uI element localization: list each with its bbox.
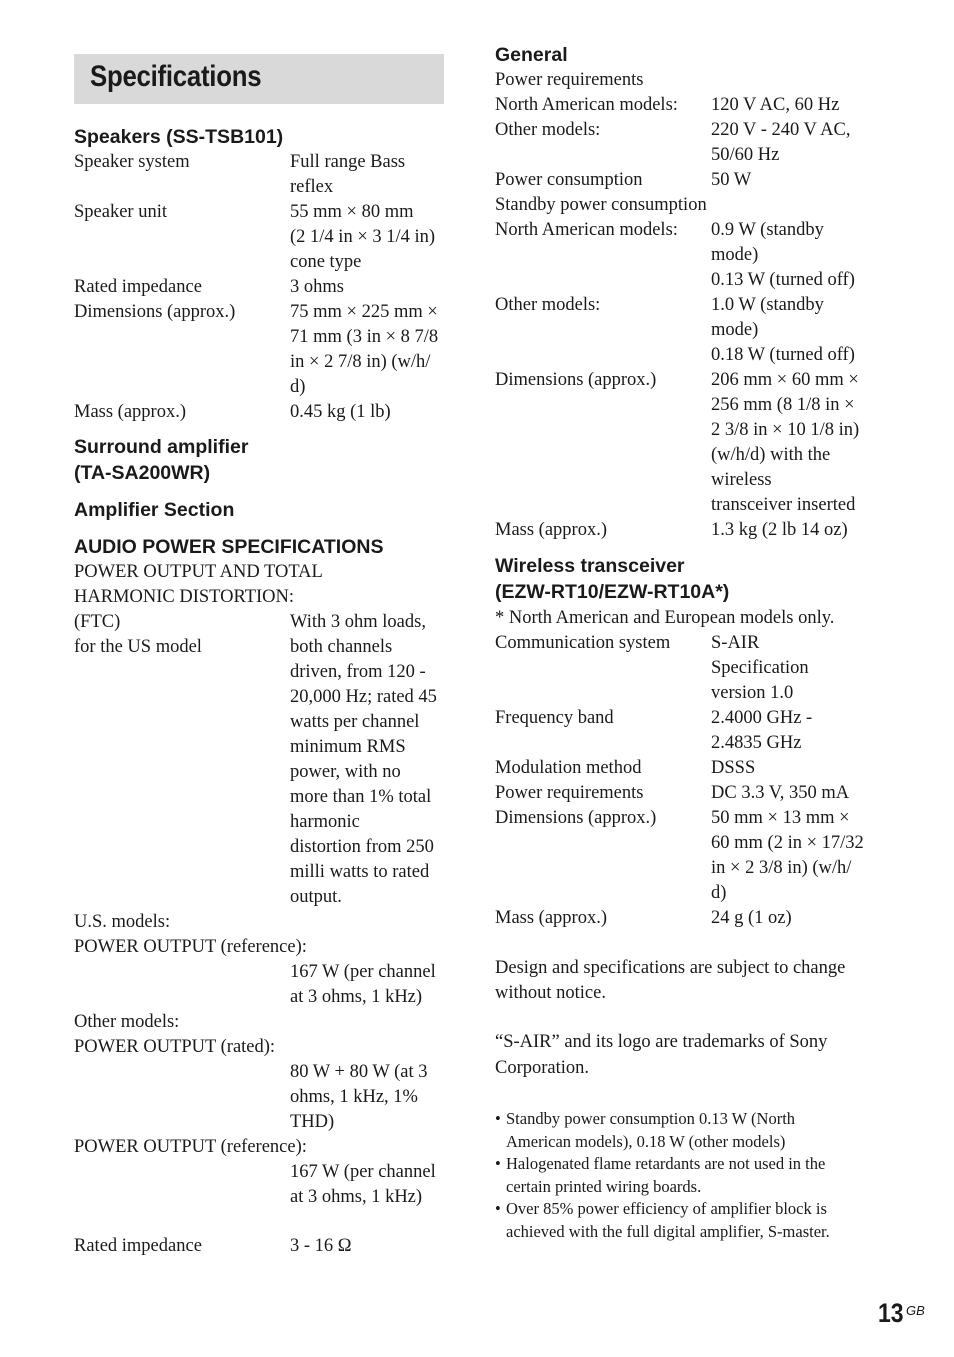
bullet-text: achieved with the full digital amplifier, S-master. <box>506 1222 830 1241</box>
power-rated-value: THD) <box>290 1112 335 1132</box>
power-ref-label: POWER OUTPUT (reference): <box>74 937 307 957</box>
ftc-value: With 3 ohm loads, <box>290 612 426 632</box>
power-ref-label: POWER OUTPUT (reference): <box>74 1137 307 1157</box>
wireless-note: * North American and European models only. <box>495 608 835 628</box>
mass-value: 1.3 kg (2 lb 14 oz) <box>711 520 848 540</box>
spec-value: DSSS <box>711 758 756 778</box>
na-standby-value: 0.13 W (turned off) <box>711 270 855 290</box>
power-ref-value: at 3 ohms, 1 kHz) <box>290 987 423 1007</box>
spec-value: 3 ohms <box>290 277 344 297</box>
ftc-value: more than 1% total <box>290 787 432 807</box>
bullet-text: certain printed wiring boards. <box>506 1177 702 1196</box>
power-rated-label: POWER OUTPUT (rated): <box>74 1037 276 1057</box>
bullet-dot-icon: • <box>495 1109 501 1128</box>
spec-value: d) <box>711 883 727 903</box>
power-rated-value: 80 W + 80 W (at 3 <box>290 1062 428 1082</box>
spec-value: 71 mm (3 in × 8 7/8 <box>290 327 439 347</box>
spec-label: Power requirements <box>495 783 644 803</box>
power-req-label: Power requirements <box>495 70 644 90</box>
spec-value: d) <box>290 377 306 397</box>
page-suffix: GB <box>906 1303 925 1318</box>
other-standby-value: 1.0 W (standby <box>711 295 824 315</box>
power-output-line: HARMONIC DISTORTION: <box>74 587 295 607</box>
spec-value: S-AIR <box>711 633 760 653</box>
dimensions-value: wireless <box>711 470 772 490</box>
spec-value: 2.4835 GHz <box>711 733 802 753</box>
ftc-value: output. <box>290 887 342 907</box>
spec-value: 0.45 kg (1 lb) <box>290 402 391 422</box>
standby-label: Standby power consumption <box>495 195 707 215</box>
notice-text: Design and specifications are subject to change <box>495 958 846 978</box>
spec-value: 75 mm × 225 mm × <box>290 302 438 322</box>
mass-label: Mass (approx.) <box>495 520 608 540</box>
ftc-value: both channels <box>290 637 393 657</box>
trademark-text: “S-AIR” and its logo are trademarks of Sony <box>495 1032 828 1052</box>
na-models-label: North American models: <box>495 220 678 240</box>
na-models-label: North American models: <box>495 95 678 115</box>
ftc-value: milli watts to rated <box>290 862 430 882</box>
spec-value: in × 2 7/8 in) (w/h/ <box>290 352 431 372</box>
general-heading: General <box>495 44 568 66</box>
spec-label: Frequency band <box>495 708 614 728</box>
surround-heading-1: Surround amplifier <box>74 436 249 458</box>
bullet-text: Standby power consumption 0.13 W (North <box>506 1109 796 1128</box>
other-power-value: 50/60 Hz <box>711 145 780 165</box>
bullet-text: Over 85% power efficiency of amplifier block is <box>506 1199 827 1218</box>
dimensions-value: 2 3/8 in × 10 1/8 in) <box>711 420 860 440</box>
audio-power-heading: AUDIO POWER SPECIFICATIONS <box>74 536 384 558</box>
us-model-label: for the US model <box>74 637 202 657</box>
spec-value: version 1.0 <box>711 683 794 703</box>
other-models-label: Other models: <box>74 1012 180 1032</box>
spec-value: 2.4000 GHz - <box>711 708 813 728</box>
na-standby-value: mode) <box>711 245 759 265</box>
power-ref-value: at 3 ohms, 1 kHz) <box>290 1187 423 1207</box>
other-standby-value: mode) <box>711 320 759 340</box>
dimensions-value: transceiver inserted <box>711 495 856 515</box>
spec-label: Speaker system <box>74 152 190 172</box>
consumption-value: 50 W <box>711 170 752 190</box>
dimensions-value: 256 mm (8 1/8 in × <box>711 395 855 415</box>
ftc-value: 20,000 Hz; rated 45 <box>290 687 437 707</box>
spec-label: Communication system <box>495 633 671 653</box>
spec-label: Rated impedance <box>74 277 202 297</box>
spec-label: Modulation method <box>495 758 642 778</box>
page-title: Specifications <box>90 60 262 93</box>
spec-label: Dimensions (approx.) <box>74 302 236 322</box>
spec-label: Speaker unit <box>74 202 167 222</box>
surround-heading-2: (TA-SA200WR) <box>74 462 211 484</box>
dimensions-value: (w/h/d) with the <box>711 445 831 465</box>
ftc-value: power, with no <box>290 762 401 782</box>
amplifier-section-heading: Amplifier Section <box>74 499 235 521</box>
spec-value: 50 mm × 13 mm × <box>711 808 850 828</box>
consumption-label: Power consumption <box>495 170 643 190</box>
ftc-value: distortion from 250 <box>290 837 434 857</box>
ftc-value: driven, from 120 - <box>290 662 426 682</box>
wireless-heading-2: (EZW-RT10/EZW-RT10A*) <box>495 581 730 603</box>
ftc-label: (FTC) <box>74 612 121 632</box>
other-power-value: 220 V - 240 V AC, <box>711 120 851 140</box>
other-models-label: Other models: <box>495 295 601 315</box>
speakers-heading: Speakers (SS-TSB101) <box>74 126 284 148</box>
spec-label: Mass (approx.) <box>495 908 608 928</box>
spec-label: Dimensions (approx.) <box>495 808 657 828</box>
spec-value: 24 g (1 oz) <box>711 908 792 928</box>
na-standby-value: 0.9 W (standby <box>711 220 824 240</box>
spec-value: 60 mm (2 in × 17/32 <box>711 833 864 853</box>
spec-value: in × 2 3/8 in) (w/h/ <box>711 858 852 878</box>
wireless-heading-1: Wireless transceiver <box>495 555 685 577</box>
rated-impedance-label: Rated impedance <box>74 1236 202 1256</box>
ftc-value: harmonic <box>290 812 360 832</box>
trademark-text: Corporation. <box>495 1058 590 1078</box>
spec-value: 55 mm × 80 mm <box>290 202 414 222</box>
notice-text: without notice. <box>495 983 606 1003</box>
power-ref-value: 167 W (per channel <box>290 962 436 982</box>
other-standby-value: 0.18 W (turned off) <box>711 345 855 365</box>
other-models-label: Other models: <box>495 120 601 140</box>
dimensions-label: Dimensions (approx.) <box>495 370 657 390</box>
title-banner <box>74 54 444 104</box>
spec-value: (2 1/4 in × 3 1/4 in) <box>290 227 436 247</box>
power-output-line: POWER OUTPUT AND TOTAL <box>74 562 323 582</box>
dimensions-value: 206 mm × 60 mm × <box>711 370 859 390</box>
spec-label: Mass (approx.) <box>74 402 187 422</box>
spec-value: reflex <box>290 177 334 197</box>
spec-value: Specification <box>711 658 809 678</box>
ftc-value: watts per channel <box>290 712 420 732</box>
bullet-text: Halogenated flame retardants are not used in the <box>506 1154 826 1173</box>
page-number: 13 <box>878 1298 904 1328</box>
spec-value: DC 3.3 V, 350 mA <box>711 783 850 803</box>
power-rated-value: ohms, 1 kHz, 1% <box>290 1087 418 1107</box>
spec-value: Full range Bass <box>290 152 406 172</box>
bullet-dot-icon: • <box>495 1199 501 1218</box>
na-power-value: 120 V AC, 60 Hz <box>711 95 840 115</box>
rated-impedance-value: 3 - 16 Ω <box>290 1236 352 1256</box>
us-models-label: U.S. models: <box>74 912 171 932</box>
spec-value: cone type <box>290 252 362 272</box>
ftc-value: minimum RMS <box>290 737 406 757</box>
power-ref-value: 167 W (per channel <box>290 1162 436 1182</box>
bullet-dot-icon: • <box>495 1154 501 1173</box>
bullet-text: American models), 0.18 W (other models) <box>506 1132 786 1151</box>
